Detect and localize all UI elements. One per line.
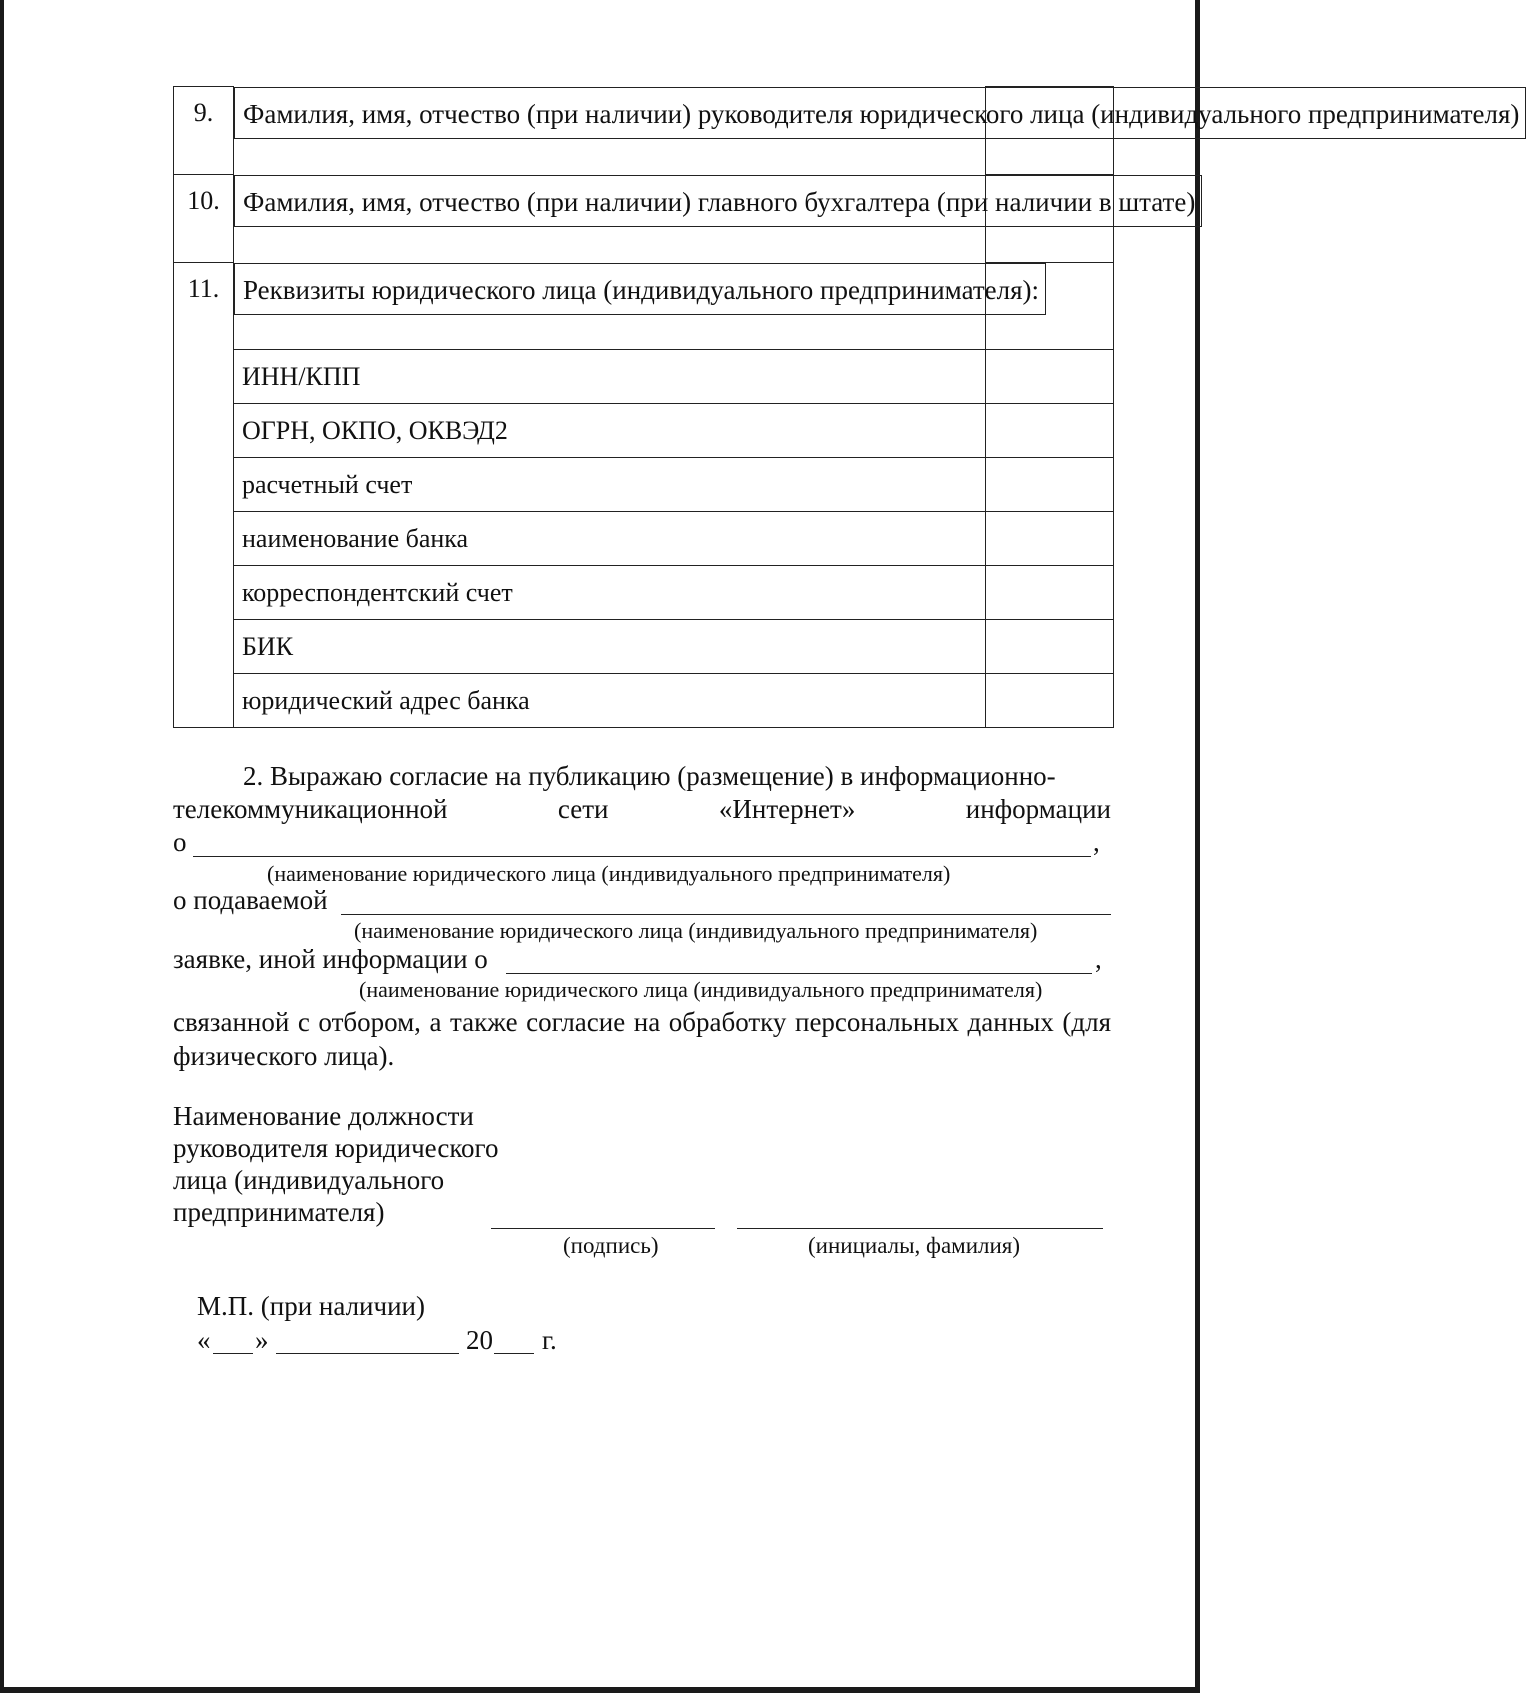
org-name-field-3[interactable] (506, 973, 1092, 974)
value-cell[interactable] (986, 404, 1114, 458)
consent-line-3-prefix: о (173, 827, 187, 857)
value-cell[interactable] (986, 350, 1114, 404)
subrow-label: расчетный счет (234, 458, 986, 512)
value-cell[interactable] (986, 620, 1114, 674)
consent-line-1: 2. Выражаю согласие на публикацию (размещение) в информационно- (243, 761, 1056, 791)
signature-caption: (подпись) (563, 1233, 659, 1258)
org-name-field-2[interactable] (341, 914, 1111, 915)
scan-edge-bottom (0, 1687, 1200, 1693)
field-caption: (наименование юридического лица (индивидуального предпринимателя) (354, 918, 1038, 943)
date-quote-open: « (197, 1325, 211, 1355)
requisites-table (173, 86, 1520, 728)
consent-line-2 (173, 793, 1111, 825)
scan-edge-right (1195, 0, 1200, 1693)
signature-field[interactable] (491, 1228, 715, 1229)
row-number-empty (174, 566, 234, 620)
table-subrow (174, 458, 1114, 512)
consent-word: телекоммуникационной (173, 794, 448, 824)
row-number: 10. (174, 175, 234, 263)
subrow-label: юридический адрес банка (234, 674, 986, 728)
date-month-field[interactable] (276, 1353, 459, 1354)
row-number-empty (174, 674, 234, 728)
row-number: 9. (174, 87, 234, 175)
name-field[interactable] (737, 1228, 1103, 1229)
position-label-line: лица (индивидуального (173, 1165, 445, 1195)
table-subrow (174, 404, 1114, 458)
table-subrow (174, 350, 1114, 404)
row-label: Реквизиты юридического лица (индивидуального предпринимателя): (234, 263, 1046, 315)
value-cell[interactable] (986, 512, 1114, 566)
value-cell[interactable] (986, 674, 1114, 728)
row-label: Фамилия, имя, отчество (при наличии) руководителя юридического лица (индивидуального предпринимателя) (234, 87, 1526, 139)
consent-line-3-suffix: , (1093, 827, 1100, 857)
subrow-label: ОГРН, ОКПО, ОКВЭД2 (234, 404, 986, 458)
table-row (174, 175, 1114, 263)
table-row (174, 263, 1114, 350)
field-caption: (наименование юридического лица (индивидуального предпринимателя) (359, 977, 1043, 1002)
subrow-label: корреспондентский счет (234, 566, 986, 620)
row-number-empty (174, 512, 234, 566)
consent-line-5-prefix: заявке, иной информации о (173, 944, 488, 974)
field-caption: (наименование юридического лица (индивидуального предпринимателя) (267, 861, 951, 886)
table-row (174, 87, 1114, 175)
stamp-label: М.П. (при наличии) (197, 1291, 425, 1321)
scan-edge-left (0, 0, 4, 1693)
date-year-prefix: 20 (466, 1325, 493, 1355)
subrow-label: БИК (234, 620, 986, 674)
position-label-line: Наименование должности (173, 1101, 474, 1131)
date-year-suffix: г. (542, 1325, 557, 1355)
table-subrow (174, 566, 1114, 620)
table-subrow (174, 620, 1114, 674)
subrow-label: ИНН/КПП (234, 350, 986, 404)
row-label: Фамилия, имя, отчество (при наличии) главного бухгалтера (при наличии в штате) (234, 175, 1202, 227)
consent-word: сети (557, 794, 609, 824)
position-label-line: предпринимателя) (173, 1197, 385, 1227)
subrow-label: наименование банка (234, 512, 986, 566)
date-day-field[interactable] (213, 1353, 253, 1354)
row-number-empty (174, 350, 234, 404)
row-number: 11. (174, 263, 234, 350)
row-number-empty (174, 404, 234, 458)
consent-line-5-suffix: , (1095, 944, 1102, 974)
consent-word: информации (965, 794, 1111, 824)
consent-closing: связанной с отбором, а также согласие на обработку персональных данных (для физического лица). (173, 1007, 1111, 1071)
org-name-field-1[interactable] (193, 856, 1091, 857)
value-cell[interactable] (986, 458, 1114, 512)
table-subrow (174, 674, 1114, 728)
date-quote-close: » (255, 1325, 269, 1355)
date-year-field[interactable] (494, 1353, 534, 1354)
name-caption: (инициалы, фамилия) (808, 1233, 1021, 1258)
row-number-empty (174, 458, 234, 512)
position-label-line: руководителя юридического (173, 1133, 499, 1163)
consent-line-4-prefix: о подаваемой (173, 885, 328, 915)
consent-word: «Интернет» (718, 794, 856, 824)
value-cell[interactable] (986, 566, 1114, 620)
row-number-empty (174, 620, 234, 674)
table-subrow (174, 512, 1114, 566)
